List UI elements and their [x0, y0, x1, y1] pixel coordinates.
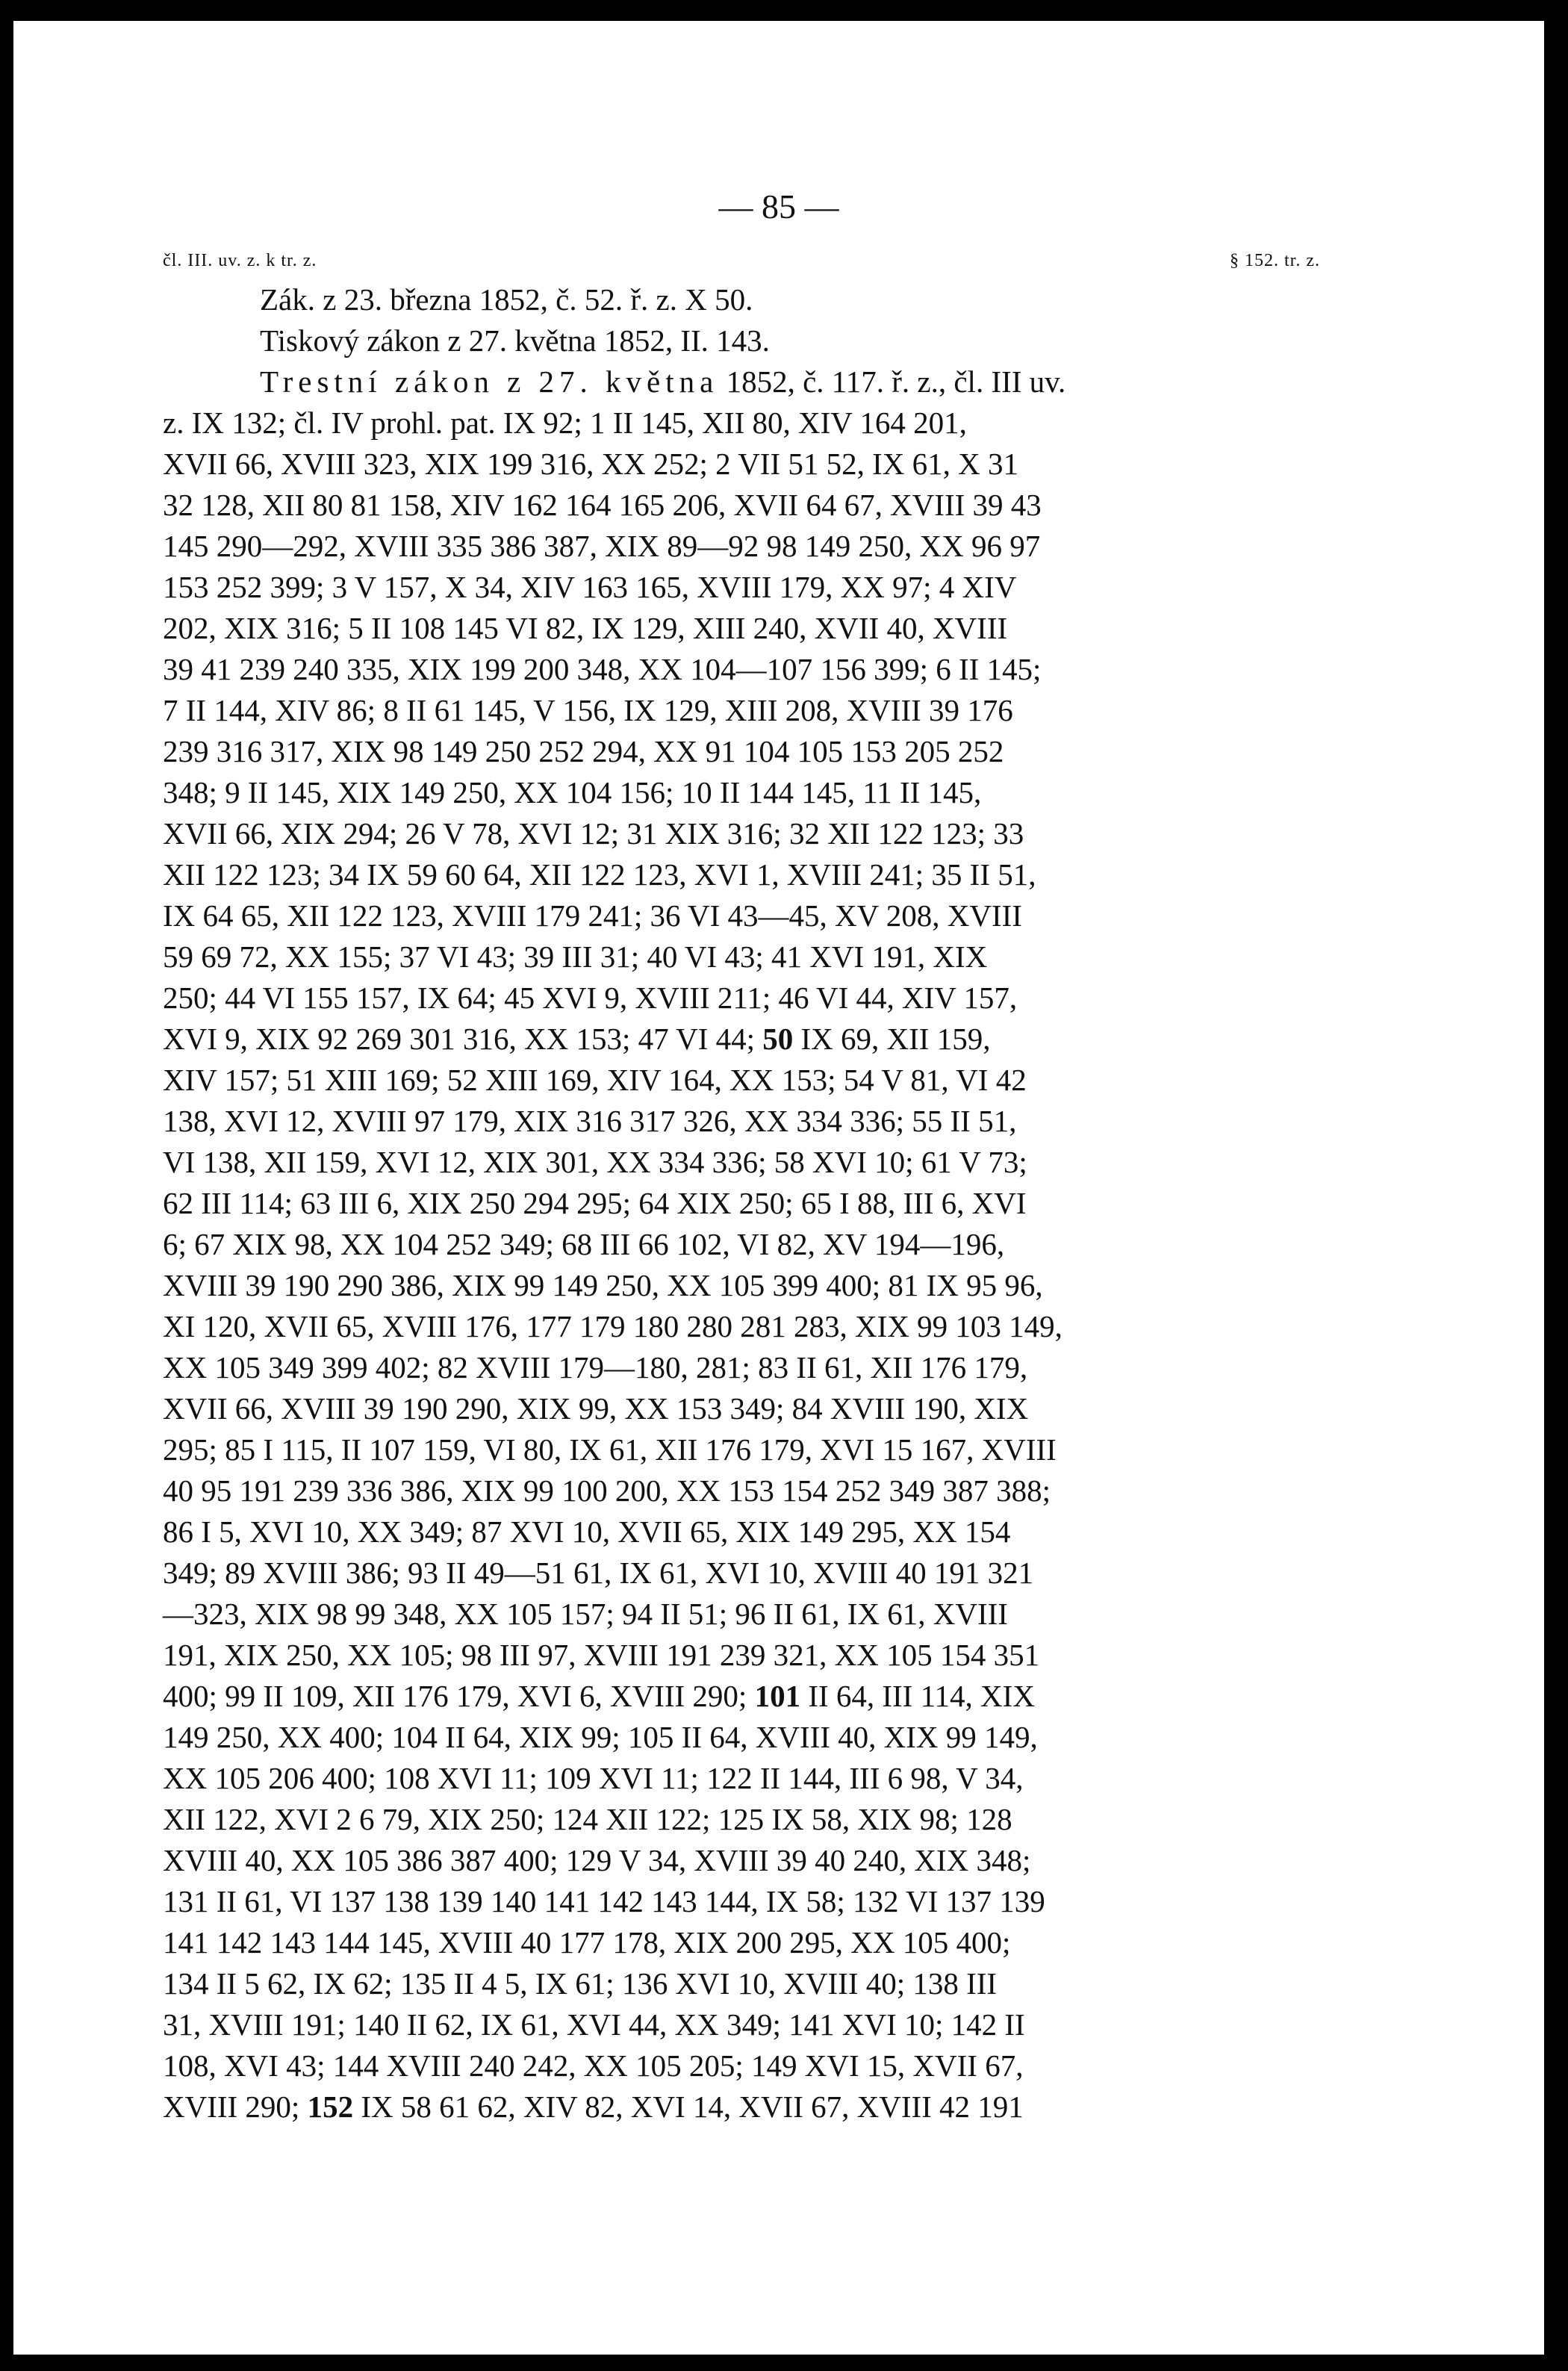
text-line: XII 122, XVI 2 6 79, XIX 250; 124 XII 122; 125 IX 58, XIX 98; 128 — [163, 1802, 1012, 1836]
running-head-right: § 152. tr. z. — [1230, 251, 1320, 270]
text-line: 400; 99 II 109, XII 176 179, XVI 6, XVIII 290; 101 II 64, III 114, XIX — [163, 1679, 1035, 1713]
page-number: — 85 — — [718, 187, 839, 226]
text-line: 145 290—292, XVIII 335 386 387, XIX 89—92 98 149 250, XX 96 97 — [163, 529, 1041, 563]
text-line: XII 122 123; 34 IX 59 60 64, XII 122 123, XVI 1, XVIII 241; 35 II 51, — [163, 857, 1036, 892]
text-line: 59 69 72, XX 155; 37 VI 43; 39 III 31; 40 VI 43; 41 XVI 191, XIX — [163, 939, 988, 974]
text-line: IX 64 65, XII 122 123, XVIII 179 241; 36 VI 43—45, XV 208, XVIII — [163, 898, 1022, 933]
bold-number: 101 — [754, 1679, 801, 1713]
text-line: Trestní zákon z 27. května 1852, č. 117. ř. z., čl. III uv. — [260, 364, 1066, 399]
text-line: VI 138, XII 159, XVI 12, XIX 301, XX 334 336; 58 XVI 10; 61 V 73; — [163, 1145, 1027, 1179]
text-line: 131 II 61, VI 137 138 139 140 141 142 143 144, IX 58; 132 VI 137 139 — [163, 1884, 1045, 1918]
text-line: Tiskový zákon z 27. května 1852, II. 143. — [260, 323, 770, 358]
text-line: 138, XVI 12, XVIII 97 179, XIX 316 317 326, XX 334 336; 55 II 51, — [163, 1104, 1017, 1138]
document-page — [13, 21, 1544, 2355]
text-line: 250; 44 VI 155 157, IX 64; 45 XVI 9, XVIII 211; 46 VI 44, XIV 157, — [163, 981, 1018, 1015]
text-line: XVI 9, XIX 92 269 301 316, XX 153; 47 VI 44; 50 IX 69, XII 159, — [163, 1022, 991, 1056]
text-line: XI 120, XVII 65, XVIII 176, 177 179 180 280 281 283, XIX 99 103 149, — [163, 1309, 1063, 1343]
index-body — [163, 279, 1320, 2128]
text-line: 153 252 399; 3 V 157, X 34, XIV 163 165, XVIII 179, XX 97; 4 XIV — [163, 570, 1017, 604]
text-line: 108, XVI 43; 144 XVIII 240 242, XX 105 205; 149 XVI 15, XVII 67, — [163, 2048, 1024, 2083]
text-line: 6; 67 XIX 98, XX 104 252 349; 68 III 66 102, VI 82, XV 194—196, — [163, 1227, 1005, 1261]
text-line: Zák. z 23. března 1852, č. 52. ř. z. X 50. — [260, 282, 753, 317]
text-line: 141 142 143 144 145, XVIII 40 177 178, XIX 200 295, XX 105 400; — [163, 1925, 1011, 1960]
text-line: 239 316 317, XIX 98 149 250 252 294, XX 91 104 105 153 205 252 — [163, 734, 1004, 768]
text-line: 62 III 114; 63 III 6, XIX 250 294 295; 64 XIX 250; 65 I 88, III 6, XVI — [163, 1186, 1027, 1220]
text-line: 7 II 144, XIV 86; 8 II 61 145, V 156, IX 129, XIII 208, XVIII 39 176 — [163, 693, 1013, 727]
bold-number: 152 — [307, 2089, 354, 2124]
text-line: 134 II 5 62, IX 62; 135 II 4 5, IX 61; 136 XVI 10, XVIII 40; 138 III — [163, 1966, 998, 2001]
text-line: z. IX 132; čl. IV prohl. pat. IX 92; 1 II 145, XII 80, XIV 164 201, — [163, 405, 967, 440]
text-line: 295; 85 I 115, II 107 159, VI 80, IX 61, XII 176 179, XVI 15 167, XVIII — [163, 1432, 1057, 1467]
text-line: XX 105 349 399 402; 82 XVIII 179—180, 281; 83 II 61, XII 176 179, — [163, 1350, 1028, 1385]
text-line: XVIII 39 190 290 386, XIX 99 149 250, XX 105 399 400; 81 IX 95 96, — [163, 1268, 1043, 1302]
text-line: 349; 89 XVIII 386; 93 II 49—51 61, IX 61, XVI 10, XVIII 40 191 321 — [163, 1556, 1034, 1590]
text-line: 32 128, XII 80 81 158, XIV 162 164 165 206, XVII 64 67, XVIII 39 43 — [163, 488, 1042, 522]
text-line: XVIII 40, XX 105 386 387 400; 129 V 34, XVIII 39 40 240, XIX 348; — [163, 1843, 1031, 1877]
text-line: XIV 157; 51 XIII 169; 52 XIII 169, XIV 164, XX 153; 54 V 81, VI 42 — [163, 1063, 1027, 1097]
text-line: 202, XIX 316; 5 II 108 145 VI 82, IX 129, XIII 240, XVII 40, XVIII — [163, 611, 1008, 645]
spaced-heading: Trestní zákon z 27. května — [260, 364, 719, 399]
text-line: XX 105 206 400; 108 XVI 11; 109 XVI 11; 122 II 144, III 6 98, V 34, — [163, 1761, 1024, 1795]
text-line: XVIII 290; 152 IX 58 61 62, XIV 82, XVI 14, XVII 67, XVIII 42 191 — [163, 2089, 1024, 2124]
text-line: XVII 66, XVIII 39 190 290, XIX 99, XX 153 349; 84 XVIII 190, XIX — [163, 1391, 1029, 1426]
text-line: XVII 66, XVIII 323, XIX 199 316, XX 252; 2 VII 51 52, IX 61, X 31 — [163, 447, 1018, 481]
text-line: 191, XIX 250, XX 105; 98 III 97, XVIII 191 239 321, XX 105 154 351 — [163, 1638, 1040, 1672]
text-line: 40 95 191 239 336 386, XIX 99 100 200, XX 153 154 252 349 387 388; — [163, 1473, 1051, 1508]
text-line: 348; 9 II 145, XIX 149 250, XX 104 156; 10 II 144 145, 11 II 145, — [163, 775, 982, 810]
text-line: XVII 66, XIX 294; 26 V 78, XVI 12; 31 XIX 316; 32 XII 122 123; 33 — [163, 816, 1024, 851]
running-head-left: čl. III. uv. z. k tr. z. — [163, 251, 317, 270]
text-line: 31, XVIII 191; 140 II 62, IX 61, XVI 44, XX 349; 141 XVI 10; 142 II — [163, 2007, 1025, 2042]
bold-number: 50 — [762, 1022, 794, 1056]
text-line: 39 41 239 240 335, XIX 199 200 348, XX 104—107 156 399; 6 II 145; — [163, 652, 1042, 686]
text-line: 86 I 5, XVI 10, XX 349; 87 XVI 10, XVII 65, XIX 149 295, XX 154 — [163, 1514, 1011, 1549]
text-line: —323, XIX 98 99 348, XX 105 157; 94 II 51; 96 II 61, IX 61, XVIII — [163, 1597, 1008, 1631]
text-line: 149 250, XX 400; 104 II 64, XIX 99; 105 II 64, XVIII 40, XIX 99 149, — [163, 1720, 1038, 1754]
